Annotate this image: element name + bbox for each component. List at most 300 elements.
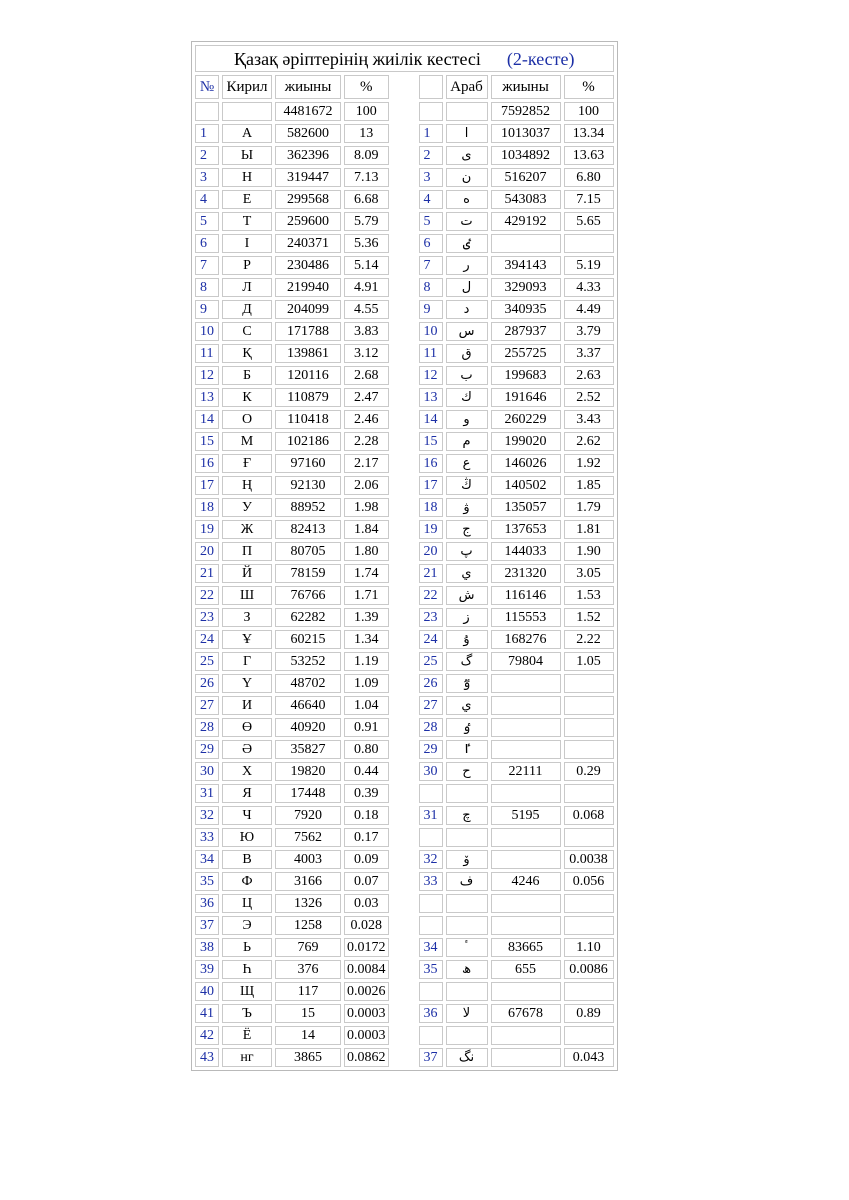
cyr-count-cell: 88952 (275, 498, 341, 517)
cyr-count-cell: 76766 (275, 586, 341, 605)
ar-letter-cell: لا (446, 1004, 488, 1023)
column-gap-cell (392, 146, 416, 165)
cyr-percent-cell: 0.39 (344, 784, 389, 803)
cyr-letter-cell: Р (222, 256, 272, 275)
cyr-number-cell: 19 (195, 520, 219, 539)
ar-number-cell: 10 (419, 322, 443, 341)
cyr-letter-cell: У (222, 498, 272, 517)
ar-count-cell: 168276 (491, 630, 561, 649)
table-row (195, 476, 614, 495)
table-row (195, 806, 614, 825)
column-gap-cell (392, 212, 416, 231)
ar-count-cell (491, 740, 561, 759)
cyr-percent-cell: 0.44 (344, 762, 389, 781)
ar-letter-cell: ج (446, 520, 488, 539)
ar-percent-cell: 4.33 (564, 278, 614, 297)
cyr-number-cell: 37 (195, 916, 219, 935)
ar-number-cell: 37 (419, 1048, 443, 1067)
ar-count-cell (491, 850, 561, 869)
column-gap-cell (392, 982, 416, 1001)
cyr-number-cell: 31 (195, 784, 219, 803)
ar-letter-cell: ز (446, 608, 488, 627)
cyr-count-cell: 319447 (275, 168, 341, 187)
ar-percent-cell: 0.29 (564, 762, 614, 781)
table-row (195, 938, 614, 957)
table-title-cell (195, 45, 614, 72)
table-row (195, 146, 614, 165)
ar-count-cell (491, 828, 561, 847)
ar-number-cell: 30 (419, 762, 443, 781)
header-ar-count: жиыны (491, 75, 561, 99)
cyr-letter-cell: А (222, 124, 272, 143)
cyr-letter-cell: З (222, 608, 272, 627)
column-gap-cell (392, 1048, 416, 1067)
ar-letter-cell (446, 894, 488, 913)
cyr-number-cell: 32 (195, 806, 219, 825)
ar-count-cell: 144033 (491, 542, 561, 561)
table-row (195, 784, 614, 803)
column-gap-cell (392, 762, 416, 781)
cyr-count-cell: 110879 (275, 388, 341, 407)
ar-count-cell: 255725 (491, 344, 561, 363)
ar-letter-cell: ھ (446, 960, 488, 979)
ar-number-cell: 16 (419, 454, 443, 473)
table-row (195, 322, 614, 341)
cyr-number-cell: 15 (195, 432, 219, 451)
ar-percent-cell: 0.043 (564, 1048, 614, 1067)
ar-number-cell: 5 (419, 212, 443, 231)
table-row (195, 960, 614, 979)
ar-letter-cell: ٵ (446, 740, 488, 759)
cyr-number-cell: 41 (195, 1004, 219, 1023)
cyr-count-cell: 4481672 (275, 102, 341, 121)
ar-letter-cell: ش (446, 586, 488, 605)
table-row (195, 872, 614, 891)
ar-letter-cell: ر (446, 256, 488, 275)
ar-number-cell (419, 982, 443, 1001)
cyr-count-cell: 769 (275, 938, 341, 957)
table-row (195, 102, 614, 121)
column-gap-cell (392, 872, 416, 891)
cyr-count-cell: 1258 (275, 916, 341, 935)
ar-percent-cell: 1.92 (564, 454, 614, 473)
cyr-letter-cell: І (222, 234, 272, 253)
table-row (195, 234, 614, 253)
ar-letter-cell: گ (446, 652, 488, 671)
cyr-count-cell: 204099 (275, 300, 341, 319)
header-row (195, 75, 614, 99)
cyr-percent-cell: 2.47 (344, 388, 389, 407)
cyr-count-cell: 582600 (275, 124, 341, 143)
cyr-number-cell (195, 102, 219, 121)
column-gap-cell (392, 102, 416, 121)
cyr-percent-cell: 1.34 (344, 630, 389, 649)
ar-count-cell: 5195 (491, 806, 561, 825)
ar-number-cell: 17 (419, 476, 443, 495)
header-cyr-number: № (195, 75, 219, 99)
cyr-number-cell: 25 (195, 652, 219, 671)
ar-percent-cell: 1.05 (564, 652, 614, 671)
cyr-letter-cell: Б (222, 366, 272, 385)
cyr-count-cell: 35827 (275, 740, 341, 759)
column-gap-cell (392, 740, 416, 759)
ar-percent-cell: 0.056 (564, 872, 614, 891)
ar-percent-cell (564, 674, 614, 693)
ar-percent-cell: 4.49 (564, 300, 614, 319)
ar-percent-cell: 0.89 (564, 1004, 614, 1023)
ar-number-cell: 19 (419, 520, 443, 539)
ar-percent-cell: 3.43 (564, 410, 614, 429)
cyr-percent-cell: 2.28 (344, 432, 389, 451)
letter-frequency-table (191, 41, 618, 1071)
column-gap-cell (392, 454, 416, 473)
ar-letter-cell: ٷ (446, 674, 488, 693)
table-row (195, 586, 614, 605)
cyr-count-cell: 7562 (275, 828, 341, 847)
ar-number-cell: 31 (419, 806, 443, 825)
cyr-percent-cell: 6.68 (344, 190, 389, 209)
cyr-number-cell: 17 (195, 476, 219, 495)
table-row (195, 564, 614, 583)
ar-percent-cell: 1.10 (564, 938, 614, 957)
cyr-count-cell: 80705 (275, 542, 341, 561)
ar-letter-cell: ۋ (446, 498, 488, 517)
ar-letter-cell: پ (446, 542, 488, 561)
column-gap-cell (392, 938, 416, 957)
cyr-number-cell: 16 (195, 454, 219, 473)
table-row (195, 674, 614, 693)
ar-count-cell (491, 916, 561, 935)
ar-number-cell: 23 (419, 608, 443, 627)
table-row (195, 542, 614, 561)
ar-number-cell (419, 916, 443, 935)
cyr-number-cell: 43 (195, 1048, 219, 1067)
cyr-count-cell: 120116 (275, 366, 341, 385)
table-row (195, 256, 614, 275)
cyr-percent-cell: 0.91 (344, 718, 389, 737)
cyr-percent-cell: 1.09 (344, 674, 389, 693)
cyr-count-cell: 102186 (275, 432, 341, 451)
column-gap-cell (392, 674, 416, 693)
cyr-count-cell: 3166 (275, 872, 341, 891)
ar-count-cell: 287937 (491, 322, 561, 341)
ar-letter-cell: ي (446, 696, 488, 715)
ar-percent-cell: 2.62 (564, 432, 614, 451)
ar-count-cell (491, 1026, 561, 1045)
ar-count-cell: 67678 (491, 1004, 561, 1023)
table-row (195, 454, 614, 473)
ar-percent-cell: 13.34 (564, 124, 614, 143)
ar-number-cell: 29 (419, 740, 443, 759)
cyr-letter-cell (222, 102, 272, 121)
cyr-letter-cell: Э (222, 916, 272, 935)
cyr-number-cell: 27 (195, 696, 219, 715)
cyr-count-cell: 110418 (275, 410, 341, 429)
ar-number-cell: 25 (419, 652, 443, 671)
cyr-percent-cell: 0.07 (344, 872, 389, 891)
column-gap-cell (392, 652, 416, 671)
ar-number-cell: 2 (419, 146, 443, 165)
ar-number-cell: 36 (419, 1004, 443, 1023)
ar-number-cell: 28 (419, 718, 443, 737)
ar-letter-cell (446, 828, 488, 847)
column-gap-cell (392, 718, 416, 737)
cyr-number-cell: 18 (195, 498, 219, 517)
cyr-percent-cell: 2.46 (344, 410, 389, 429)
cyr-letter-cell: Л (222, 278, 272, 297)
cyr-count-cell: 219940 (275, 278, 341, 297)
column-gap-cell (392, 366, 416, 385)
ar-percent-cell: 3.05 (564, 564, 614, 583)
column-gap-cell (392, 190, 416, 209)
cyr-percent-cell: 3.83 (344, 322, 389, 341)
cyr-count-cell: 362396 (275, 146, 341, 165)
cyr-letter-cell: Д (222, 300, 272, 319)
ar-letter-cell (446, 784, 488, 803)
cyr-count-cell: 92130 (275, 476, 341, 495)
ar-count-cell: 429192 (491, 212, 561, 231)
cyr-percent-cell: 4.91 (344, 278, 389, 297)
cyr-count-cell: 117 (275, 982, 341, 1001)
ar-count-cell: 260229 (491, 410, 561, 429)
ar-letter-cell: س (446, 322, 488, 341)
cyr-count-cell: 4003 (275, 850, 341, 869)
cyr-letter-cell: Ъ (222, 1004, 272, 1023)
ar-count-cell: 146026 (491, 454, 561, 473)
table-row (195, 1048, 614, 1067)
ar-percent-cell: 2.52 (564, 388, 614, 407)
ar-percent-cell: 1.52 (564, 608, 614, 627)
cyr-count-cell: 53252 (275, 652, 341, 671)
ar-number-cell: 35 (419, 960, 443, 979)
ar-number-cell: 27 (419, 696, 443, 715)
table-row (195, 916, 614, 935)
cyr-number-cell: 36 (195, 894, 219, 913)
ar-percent-cell: 0.0038 (564, 850, 614, 869)
column-gap-cell (392, 520, 416, 539)
ar-count-cell: 116146 (491, 586, 561, 605)
ar-percent-cell (564, 718, 614, 737)
cyr-letter-cell: Г (222, 652, 272, 671)
ar-number-cell: 15 (419, 432, 443, 451)
ar-number-cell: 18 (419, 498, 443, 517)
ar-letter-cell: ا (446, 124, 488, 143)
cyr-letter-cell: Я (222, 784, 272, 803)
cyr-number-cell: 22 (195, 586, 219, 605)
ar-count-cell (491, 718, 561, 737)
cyr-letter-cell: Ь (222, 938, 272, 957)
ar-percent-cell: 1.53 (564, 586, 614, 605)
ar-letter-cell: ٶ (446, 718, 488, 737)
column-gap-cell (392, 960, 416, 979)
header-cyr-percent: % (344, 75, 389, 99)
ar-percent-cell: 1.81 (564, 520, 614, 539)
table-row (195, 212, 614, 231)
cyr-number-cell: 39 (195, 960, 219, 979)
column-gap (392, 75, 416, 99)
cyr-number-cell: 13 (195, 388, 219, 407)
cyr-percent-cell: 1.80 (344, 542, 389, 561)
ar-percent-cell (564, 828, 614, 847)
column-gap-cell (392, 432, 416, 451)
ar-percent-cell (564, 894, 614, 913)
ar-letter-cell: ن (446, 168, 488, 187)
title-row (195, 45, 614, 72)
cyr-letter-cell: Ғ (222, 454, 272, 473)
cyr-letter-cell: Щ (222, 982, 272, 1001)
ar-count-cell: 231320 (491, 564, 561, 583)
table-row (195, 190, 614, 209)
cyr-percent-cell: 0.0862 (344, 1048, 389, 1067)
ar-letter-cell: نگ (446, 1048, 488, 1067)
column-gap-cell (392, 256, 416, 275)
cyr-count-cell: 259600 (275, 212, 341, 231)
column-gap-cell (392, 476, 416, 495)
table-row (195, 388, 614, 407)
cyr-letter-cell: Ө (222, 718, 272, 737)
column-gap-cell (392, 696, 416, 715)
ar-letter-cell: ٴ (446, 938, 488, 957)
ar-number-cell: 11 (419, 344, 443, 363)
table-row (195, 278, 614, 297)
cyr-percent-cell: 100 (344, 102, 389, 121)
ar-percent-cell: 1.79 (564, 498, 614, 517)
ar-count-cell: 22111 (491, 762, 561, 781)
header-ar-letter: Араб (446, 75, 488, 99)
cyr-percent-cell: 2.17 (344, 454, 389, 473)
column-gap-cell (392, 542, 416, 561)
header-cyr-letter: Кирил (222, 75, 272, 99)
ar-count-cell: 340935 (491, 300, 561, 319)
cyr-number-cell: 10 (195, 322, 219, 341)
ar-letter-cell: ك (446, 388, 488, 407)
ar-number-cell (419, 1026, 443, 1045)
column-gap-cell (392, 806, 416, 825)
ar-number-cell (419, 102, 443, 121)
table-row (195, 608, 614, 627)
cyr-letter-cell: Ұ (222, 630, 272, 649)
cyr-percent-cell: 13 (344, 124, 389, 143)
ar-number-cell: 6 (419, 234, 443, 253)
column-gap-cell (392, 630, 416, 649)
cyr-percent-cell: 0.17 (344, 828, 389, 847)
table-row (195, 1004, 614, 1023)
table-row (195, 300, 614, 319)
cyr-percent-cell: 1.98 (344, 498, 389, 517)
ar-percent-cell (564, 740, 614, 759)
ar-number-cell (419, 784, 443, 803)
cyr-count-cell: 82413 (275, 520, 341, 539)
table-row (195, 168, 614, 187)
column-gap-cell (392, 916, 416, 935)
column-gap-cell (392, 388, 416, 407)
cyr-count-cell: 7920 (275, 806, 341, 825)
ar-count-cell: 83665 (491, 938, 561, 957)
ar-count-cell: 199020 (491, 432, 561, 451)
ar-number-cell: 4 (419, 190, 443, 209)
ar-number-cell: 26 (419, 674, 443, 693)
cyr-number-cell: 23 (195, 608, 219, 627)
cyr-percent-cell: 8.09 (344, 146, 389, 165)
column-gap-cell (392, 894, 416, 913)
column-gap-cell (392, 322, 416, 341)
table-row (195, 344, 614, 363)
header-ar-number (419, 75, 443, 99)
cyr-percent-cell: 0.0084 (344, 960, 389, 979)
cyr-number-cell: 24 (195, 630, 219, 649)
ar-letter-cell: ٸ (446, 234, 488, 253)
cyr-percent-cell: 0.028 (344, 916, 389, 935)
cyr-letter-cell: Ч (222, 806, 272, 825)
ar-count-cell: 1034892 (491, 146, 561, 165)
table-row (195, 850, 614, 869)
cyr-count-cell: 376 (275, 960, 341, 979)
ar-percent-cell (564, 234, 614, 253)
cyr-percent-cell: 0.0026 (344, 982, 389, 1001)
cyr-letter-cell: М (222, 432, 272, 451)
cyr-letter-cell: Ш (222, 586, 272, 605)
cyr-letter-cell: К (222, 388, 272, 407)
cyr-percent-cell: 1.74 (344, 564, 389, 583)
cyr-count-cell: 19820 (275, 762, 341, 781)
cyr-letter-cell: И (222, 696, 272, 715)
column-gap-cell (392, 168, 416, 187)
ar-percent-cell (564, 916, 614, 935)
cyr-letter-cell: Һ (222, 960, 272, 979)
column-gap-cell (392, 498, 416, 517)
column-gap-cell (392, 278, 416, 297)
ar-letter-cell: ل (446, 278, 488, 297)
cyr-number-cell: 28 (195, 718, 219, 737)
ar-count-cell: 140502 (491, 476, 561, 495)
cyr-number-cell: 7 (195, 256, 219, 275)
table-row (195, 630, 614, 649)
cyr-count-cell: 171788 (275, 322, 341, 341)
ar-letter-cell: و (446, 410, 488, 429)
cyr-percent-cell: 5.14 (344, 256, 389, 275)
table-row (195, 652, 614, 671)
ar-letter-cell: ۇ (446, 630, 488, 649)
cyr-percent-cell: 5.79 (344, 212, 389, 231)
table-row (195, 520, 614, 539)
table-row (195, 432, 614, 451)
cyr-letter-cell: С (222, 322, 272, 341)
cyr-number-cell: 6 (195, 234, 219, 253)
ar-number-cell: 20 (419, 542, 443, 561)
cyr-letter-cell: нг (222, 1048, 272, 1067)
cyr-number-cell: 9 (195, 300, 219, 319)
cyr-letter-cell: Й (222, 564, 272, 583)
ar-count-cell: 543083 (491, 190, 561, 209)
ar-count-cell (491, 1048, 561, 1067)
ar-number-cell: 22 (419, 586, 443, 605)
ar-letter-cell: ى (446, 146, 488, 165)
ar-letter-cell: ە (446, 190, 488, 209)
column-gap-cell (392, 124, 416, 143)
ar-count-cell: 135057 (491, 498, 561, 517)
ar-count-cell: 115553 (491, 608, 561, 627)
ar-letter-cell: چ (446, 806, 488, 825)
column-gap-cell (392, 608, 416, 627)
ar-percent-cell: 100 (564, 102, 614, 121)
ar-count-cell (491, 894, 561, 913)
table-row (195, 498, 614, 517)
cyr-count-cell: 230486 (275, 256, 341, 275)
column-gap-cell (392, 850, 416, 869)
ar-number-cell: 33 (419, 872, 443, 891)
cyr-letter-cell: Қ (222, 344, 272, 363)
table-row (195, 124, 614, 143)
